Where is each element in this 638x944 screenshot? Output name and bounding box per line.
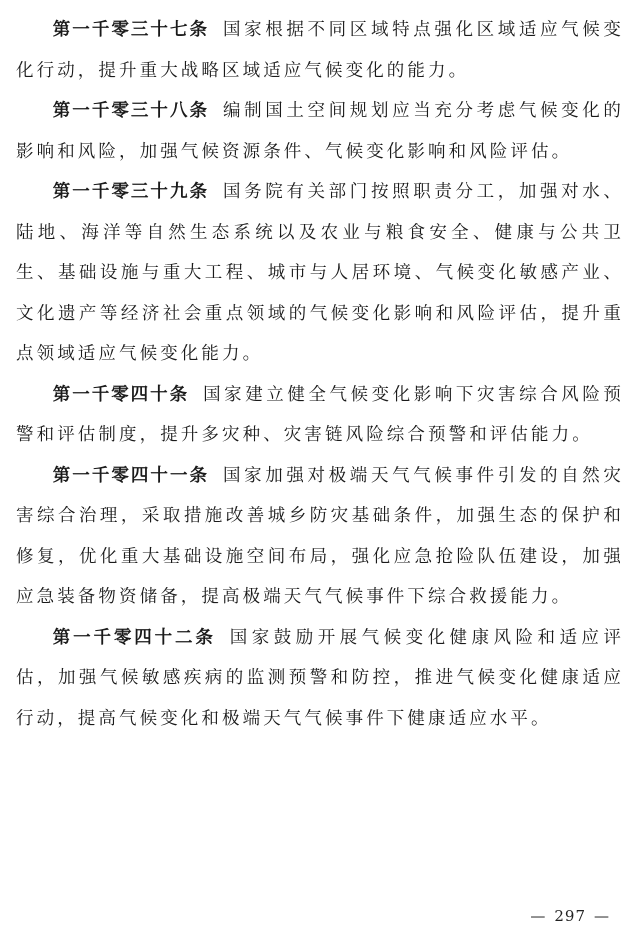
article-number: 第一千零四十一条 — [52, 465, 210, 486]
footer-dash-left: — — [530, 907, 547, 925]
article-text: 国务院有关部门按照职责分工，加强对水、陆地、海洋等自然生态系统以及农业与粮食安全、健康与公共卫生、基础设施与重大工程、城市与人居环境、气候变化敏感产业、文化遗产等经济社会重点领域的气候变化影响和风险评估，提升重点领域适应气候变化能力。 — [16, 182, 624, 364]
article-text: 国家鼓励开展气候变化健康风险和适应评估，加强气候敏感疾病的监测预警和防控，推进气候变化健康适应行动，提高气候变化和极端天气气候事件下健康适应水平。 — [16, 627, 624, 729]
article-number: 第一千零三十九条 — [52, 182, 210, 202]
article-1040 — [16, 375, 624, 456]
article-text: 编制国土空间规划应当充分考虑气候变化的影响和风险，加强气候资源条件、气候变化影响和风险评估。 — [16, 101, 624, 162]
article-1037 — [16, 10, 624, 91]
page-footer — [522, 907, 618, 925]
article-1039 — [16, 172, 624, 375]
article-number: 第一千零三十八条 — [52, 101, 210, 121]
article-1041 — [16, 456, 624, 618]
article-text: 国家加强对极端天气气候事件引发的自然灾害综合治理，采取措施改善城乡防灾基础条件，加强生态的保护和修复，优化重大基础设施空间布局，强化应急抢险队伍建设，加强应急装备物资储备，提高极端天气气候事件下综合救援能力。 — [16, 465, 624, 607]
article-1038 — [16, 91, 624, 172]
article-1042 — [16, 618, 624, 740]
article-text: 国家根据不同区域特点强化区域适应气候变化行动，提升重大战略区域适应气候变化的能力。 — [16, 20, 624, 81]
article-text: 国家建立健全气候变化影响下灾害综合风险预警和评估制度，提升多灾种、灾害链风险综合预警和评估能力。 — [16, 384, 625, 445]
page-number: 297 — [554, 907, 586, 925]
footer-dash-right: — — [594, 907, 610, 925]
article-number: 第一千零三十七条 — [52, 20, 210, 40]
article-number: 第一千零四十条 — [52, 384, 190, 405]
article-number: 第一千零四十二条 — [52, 627, 216, 648]
document-page — [16, 10, 624, 739]
